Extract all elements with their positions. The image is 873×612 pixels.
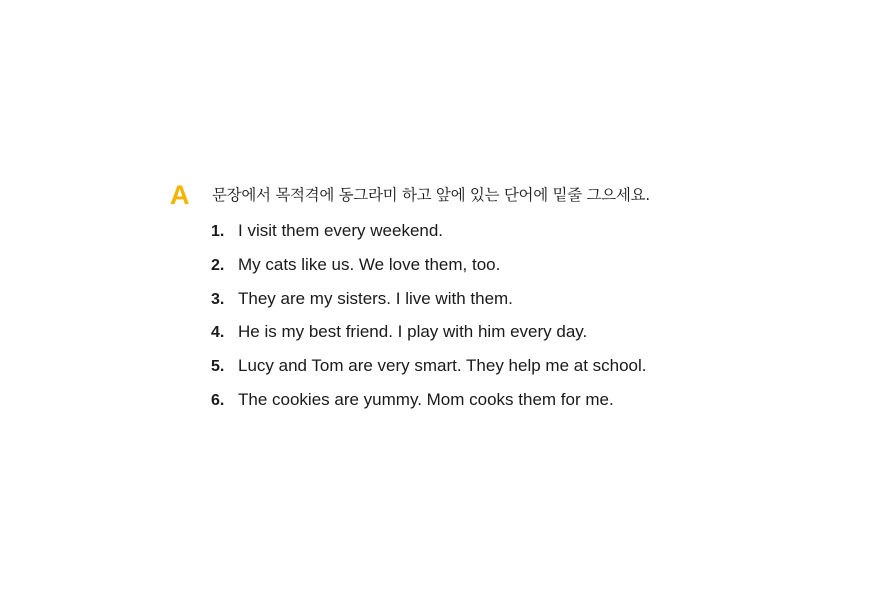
item-number: 6. <box>211 391 225 409</box>
item-number: 4. <box>211 324 225 342</box>
list-item <box>211 356 830 390</box>
item-sentence: I visit them every weekend. <box>238 221 444 240</box>
list-item <box>211 390 830 424</box>
item-sentence: He is my best friend. I play with him every day. <box>238 322 588 342</box>
item-number: 1. <box>211 223 225 240</box>
item-sentence: The cookies are yummy. Mom cooks them for me. <box>238 389 614 409</box>
item-number: 5. <box>211 358 225 376</box>
list-item <box>211 255 830 289</box>
item-sentence: My cats like us. We love them, too. <box>238 254 501 274</box>
list-item <box>211 221 830 255</box>
exercise-section <box>170 180 830 424</box>
exercise-header <box>170 180 830 210</box>
exercise-letter: A <box>170 180 190 210</box>
item-sentence: They are my sisters. I live with them. <box>238 288 513 308</box>
list-item <box>211 289 830 323</box>
list-item <box>211 322 830 356</box>
item-number: 2. <box>211 256 225 274</box>
exercise-instruction: 문장에서 목적격에 동그라미 하고 앞에 있는 단어에 밑줄 그으세요. <box>212 186 650 204</box>
item-sentence: Lucy and Tom are very smart. They help me at school. <box>238 356 647 376</box>
sentence-list <box>211 221 830 424</box>
item-number: 3. <box>211 290 225 308</box>
